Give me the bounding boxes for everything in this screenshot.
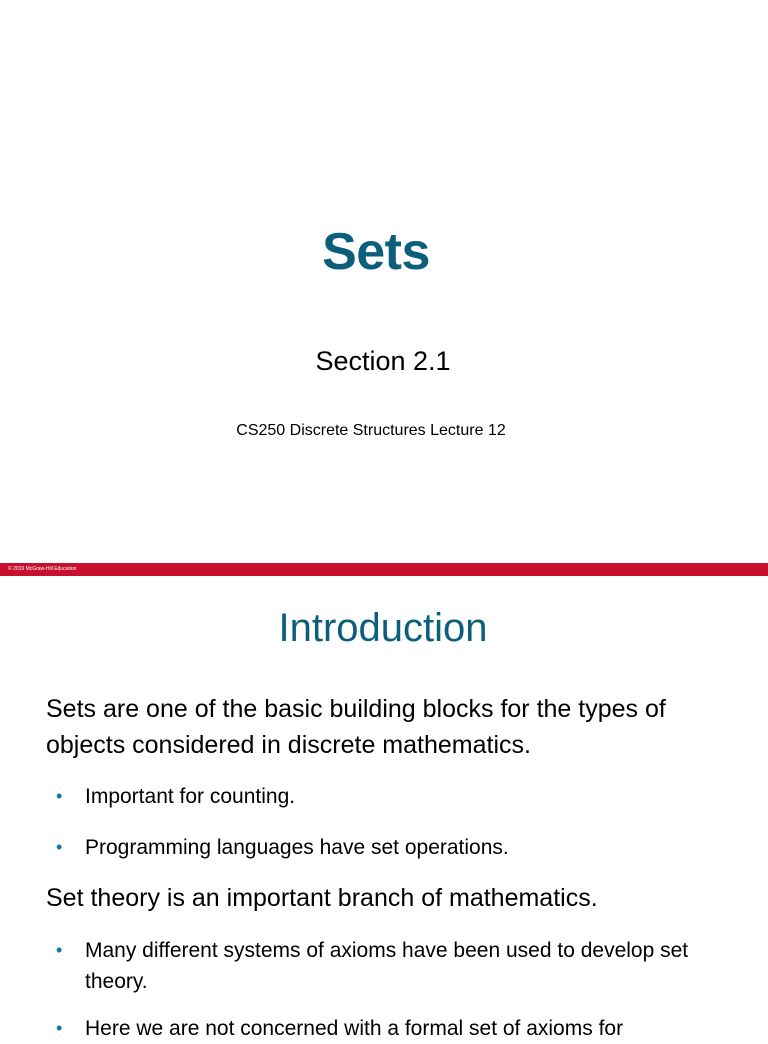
- bullet-icon: •: [56, 786, 63, 806]
- bullet-icon: •: [56, 1018, 63, 1038]
- list-item-text: Important for counting.: [85, 785, 296, 808]
- slide-title: Sets: [322, 223, 430, 281]
- introduction-slide: [0, 576, 768, 1040]
- list-item: [56, 1013, 736, 1044]
- list-item-text: Many different systems of axioms have been used to develop set theory.: [85, 939, 689, 993]
- list-item-text: Programming languages have set operations.: [85, 836, 509, 859]
- list-item-text: Here we are not concerned with a formal set of axioms for: [85, 1017, 624, 1040]
- slide-subtitle: Section 2.1: [315, 346, 451, 376]
- list-item: [56, 935, 736, 997]
- course-label: CS250 Discrete Structures Lecture 12: [236, 422, 506, 439]
- section-heading: Introduction: [278, 606, 488, 650]
- copyright-text: © 2019 McGraw-Hill Education: [8, 566, 77, 572]
- paragraph-set-theory: Set theory is an important branch of mathematics.: [46, 884, 598, 912]
- bullet-icon: •: [56, 837, 63, 857]
- paragraph-sets-intro: Sets are one of the basic building blocks for the types of objects considered in discrete mathematics.: [46, 695, 666, 759]
- list-item: [56, 832, 736, 863]
- footer-bar: [0, 563, 768, 576]
- bullet-icon: •: [56, 940, 63, 960]
- list-item: [56, 781, 736, 812]
